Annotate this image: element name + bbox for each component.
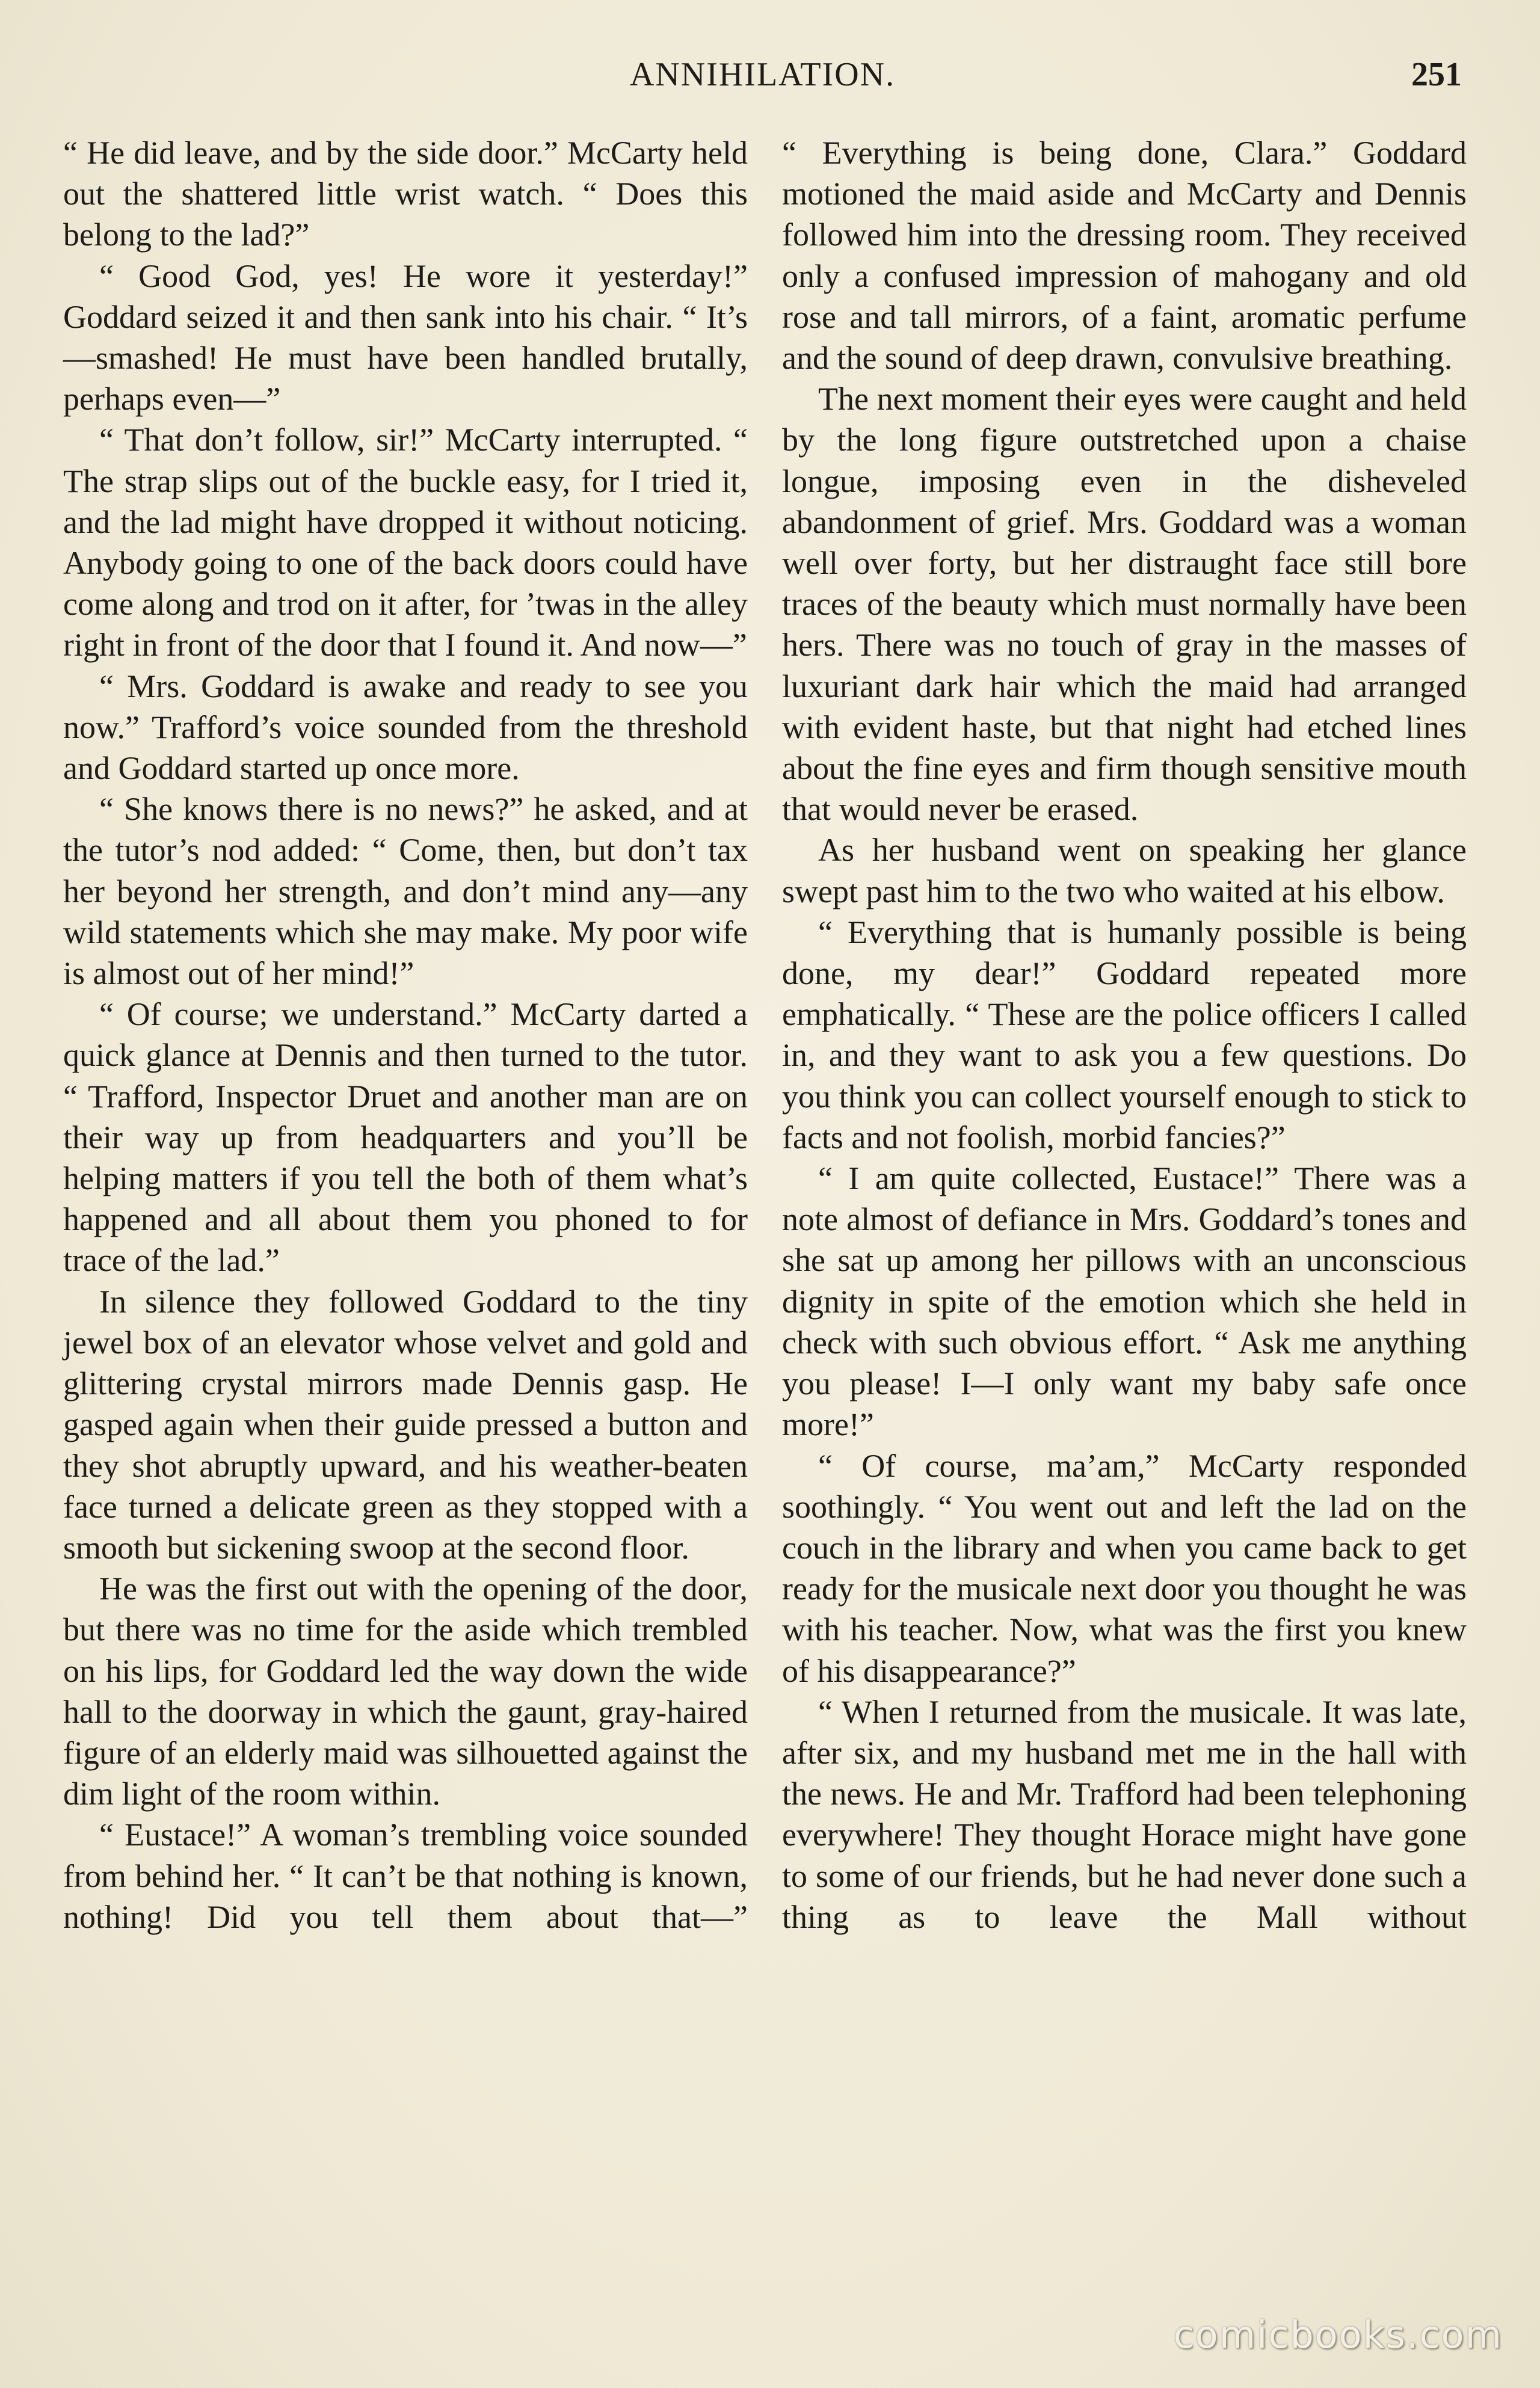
paragraph: “ He did leave, and by the side door.” McCarty held out the shattered little wrist watch. “ Does this belong to the lad?” — [63, 135, 748, 253]
paragraph: “ I am quite collected, Eustace!” There was a note almost of defiance in Mrs. Goddard’s tones and she sat up among her pillows with an unconscious dignity in spite of the emotion which she held in check with such obvious effort. “ Ask me anything you please! I—I only want my baby safe once more!” — [782, 1160, 1467, 1443]
paragraph: In silence they followed Goddard to the tiny jewel box of an elevator whose velvet and gold and glittering crystal mirrors made Dennis gasp. He gasped again when their guide pressed a button and they shot abruptly upward, and his weather-beaten face turned a delicate green as they stopped with a smooth but sickening swoop at the second floor. — [63, 1283, 748, 1566]
paragraph: As her husband went on speaking her glance swept past him to the two who waited at his elbow. — [782, 832, 1467, 909]
paragraph: “ Mrs. Goddard is awake and ready to see you now.” Trafford’s voice sounded from the threshold and Goddard started up once more. — [63, 668, 748, 787]
page-header — [63, 55, 1462, 109]
paragraph: “ Of course, ma’am,” McCarty responded soothingly. “ You went out and left the lad on the couch in the library and when you came back to get ready for the musicale next door you thought he was with his teacher. Now, what was the first you knew of his disappearance?” — [782, 1447, 1467, 1689]
right-column — [782, 132, 1467, 1937]
paragraph: “ She knows there is no news?” he asked, and at the tutor’s nod added: “ Come, then, but don’t tax her beyond her strength, and don’t mind any—any wild statements which she may make. My poor wife is almost out of her mind!” — [63, 791, 748, 992]
paragraph: He was the first out with the opening of the door, but there was no time for the aside which trembled on his lips, for Goddard led the way down the wide hall to the doorway in which the gaunt, gray-haired figure of an elderly maid was silhouetted against the dim light of the room within. — [63, 1571, 748, 1812]
paragraph: The next moment their eyes were caught and held by the long figure outstretched upon a chaise longue, imposing even in the disheveled abandonment of grief. Mrs. Goddard was a woman well over forty, but her distraught face still bore traces of the beauty which must normally have been hers. There was no touch of gray in the masses of luxuriant dark hair which the maid had arranged with evident haste, but that night had etched lines about the fine eyes and firm though sensitive mouth that would never be erased. — [782, 381, 1467, 828]
running-title: ANNIHILATION. — [629, 56, 896, 93]
left-column — [63, 132, 748, 1937]
page-number: 251 — [1411, 56, 1462, 93]
paragraph: “ When I returned from the musicale. It was late, after six, and my husband met me in the hall with the news. He and Mr. Trafford had been telephoning everywhere! They thought Horace might have gone to some of our friends, but he had never done such a thing as to leave the Mall without — [782, 1693, 1467, 1935]
paragraph: “ Everything is being done, Clara.” Goddard motioned the maid aside and McCarty and Dennis followed him into the dressing room. They received only a confused impression of mahogany and old rose and tall mirrors, of a faint, aromatic perfume and the sound of deep drawn, convulsive breathing. — [782, 135, 1467, 377]
paragraph: “ Everything that is humanly possible is being done, my dear!” Goddard repeated more emphatically. “ These are the police officers I called in, and they want to ask you a few questions. Do you think you can collect yourself enough to stick to facts and not foolish, morbid fancies?” — [782, 914, 1467, 1156]
watermark: comicbooks.com — [1173, 2313, 1503, 2357]
paragraph: “ Good God, yes! He wore it yesterday!” Goddard seized it and then sank into his chair. “ It’s—smashed! He must have been handled brutally, perhaps even—” — [63, 257, 748, 417]
paragraph: “ Of course; we understand.” McCarty darted a quick glance at Dennis and then turned to the tutor. “ Trafford, Inspector Druet and another man are on their way up from headquarters and you’ll be helping matters if you tell the both of them what’s happened and all about them you phoned to for trace of the lad.” — [63, 996, 748, 1279]
paragraph: “ That don’t follow, sir!” McCarty interrupted. “ The strap slips out of the buckle easy, for I tried it, and the lad might have dropped it without noticing. Anybody going to one of the back doors could have come along and trod on it after, for ’twas in the alley right in front of the door that I found it. And now—” — [63, 422, 748, 663]
paragraph: “ Eustace!” A woman’s trembling voice sounded from behind her. “ It can’t be that nothing is known, nothing! Did you tell them about that—” — [63, 1817, 748, 1935]
